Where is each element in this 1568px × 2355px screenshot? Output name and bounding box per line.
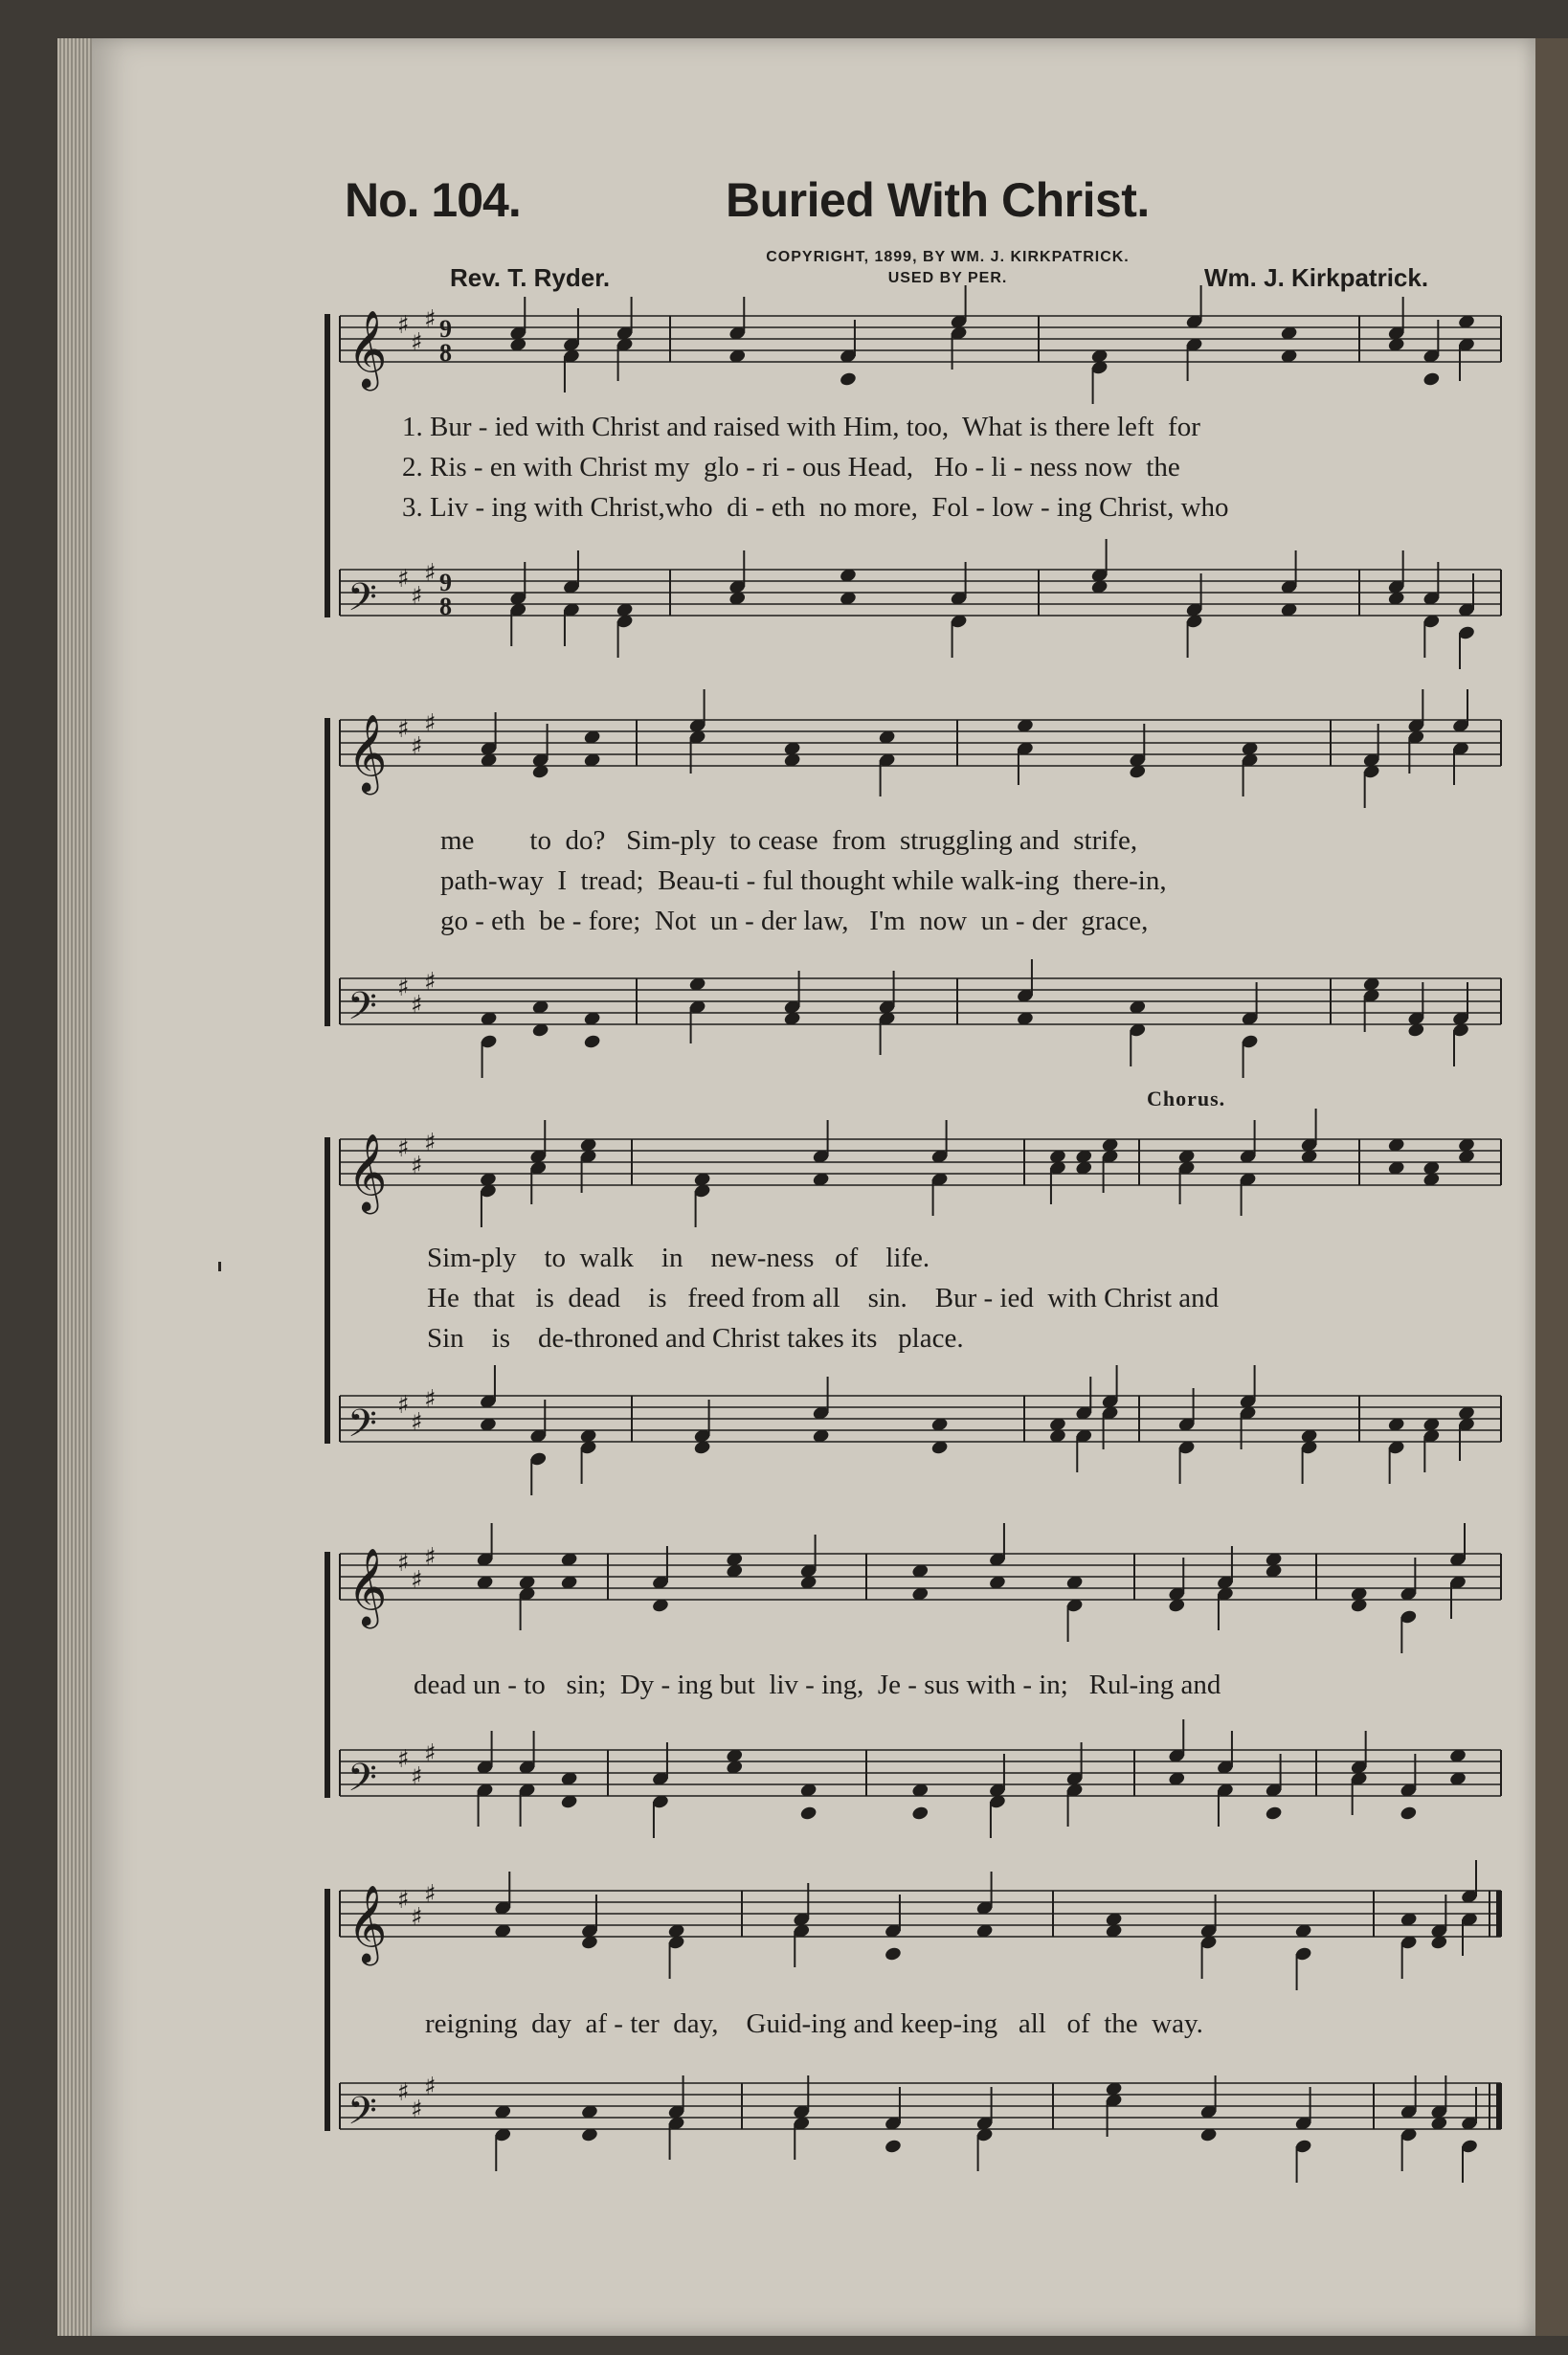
sharp-sign: ♯ (397, 1391, 410, 1420)
bass-clef: 𝄢 (347, 2089, 377, 2142)
lyric-line: 3. Liv - ing with Christ,who di - eth no more, Fol - low - ing Christ, who (402, 492, 1229, 523)
lyric-line: path-way I tread; Beau-ti - ful thought while walk-ing there-in, (440, 865, 1167, 896)
bass-clef: 𝄢 (347, 1756, 377, 1809)
treble-clef: 𝄞 (347, 713, 388, 792)
sharp-sign: ♯ (424, 1739, 437, 1768)
treble-clef: 𝄞 (347, 1884, 388, 1962)
treble-clef: 𝄞 (347, 309, 388, 388)
lyric-line: Sin is de-throned and Christ takes its place. (427, 1323, 964, 1354)
sharp-sign: ♯ (397, 1134, 410, 1163)
lyric-line: 2. Ris - en with Christ my glo - ri - ous Head, Ho - li - ness now the (402, 452, 1180, 482)
sharp-sign: ♯ (411, 1566, 423, 1595)
time-signature-bottom: 8 (439, 593, 452, 620)
lyricist-credit: Rev. T. Ryder. (450, 263, 611, 292)
treble-clef: 𝄞 (347, 1547, 388, 1626)
sharp-sign: ♯ (397, 974, 410, 1002)
sharp-sign: ♯ (424, 1543, 437, 1572)
lyric-line: go - eth be - fore; Not un - der law, I'm now un - der grace, (440, 906, 1149, 936)
sharp-sign: ♯ (424, 1880, 437, 1909)
lyric-line: dead un - to sin; Dy - ing but liv - ing, Je - sus with - in; Rul-ing and (414, 1670, 1221, 1700)
permission-line: USED BY PER. (887, 270, 1008, 286)
time-signature-top: 9 (439, 569, 452, 596)
note-head (1265, 1806, 1283, 1822)
bass-clef: 𝄢 (347, 984, 377, 1038)
sharp-sign: ♯ (411, 732, 423, 761)
sharp-sign: ♯ (411, 1408, 423, 1437)
sharp-sign: ♯ (397, 2078, 410, 2107)
note-head (911, 1806, 930, 1822)
hymn-title: Buried With Christ. (726, 173, 1150, 227)
sharp-sign: ♯ (397, 715, 410, 744)
sharp-sign: ♯ (424, 968, 437, 997)
sharp-sign: ♯ (397, 1886, 410, 1915)
sharp-sign: ♯ (411, 1152, 423, 1180)
note-head (583, 1034, 601, 1050)
time-signature-bottom: 8 (439, 339, 452, 367)
composer-credit: Wm. J. Kirkpatrick. (1204, 263, 1429, 292)
note-head (839, 371, 857, 388)
copyright-line: COPYRIGHT, 1899, BY WM. J. KIRKPATRICK. (766, 249, 1130, 265)
bass-clef: 𝄢 (347, 575, 377, 629)
sharp-sign: ♯ (424, 2073, 437, 2101)
sharp-sign: ♯ (397, 311, 410, 340)
sharp-sign: ♯ (424, 305, 437, 334)
sharp-sign: ♯ (424, 1385, 437, 1414)
sharp-sign: ♯ (397, 565, 410, 594)
sharp-sign: ♯ (411, 328, 423, 357)
sharp-sign: ♯ (424, 559, 437, 588)
note-head (884, 1946, 902, 1962)
sharp-sign: ♯ (411, 582, 423, 611)
lyric-line: reigning day af - ter day, Guid-ing and keep-ing all of the way. (425, 2008, 1203, 2039)
note-head (1422, 371, 1441, 388)
sharp-sign: ♯ (411, 2096, 423, 2124)
lyric-line: Sim-ply to walk in new-ness of life. (427, 1243, 930, 1273)
sharp-sign: ♯ (411, 1903, 423, 1932)
hymn-number: No. 104. (345, 173, 521, 227)
treble-clef: 𝄞 (347, 1133, 388, 1211)
sharp-sign: ♯ (397, 1549, 410, 1578)
chorus-label: Chorus. (1147, 1087, 1226, 1110)
note-head (884, 2139, 902, 2155)
lyric-line: me to do? Sim-ply to cease from struggling and strife, (440, 825, 1138, 856)
sharp-sign: ♯ (397, 1745, 410, 1774)
bass-clef: 𝄢 (347, 1402, 377, 1455)
note-head (1400, 1806, 1418, 1822)
lyric-line: 1. Bur - ied with Christ and raised with Him, too, What is there left for (402, 412, 1200, 442)
sharp-sign: ♯ (411, 1762, 423, 1791)
note-head (799, 1806, 818, 1822)
sharp-sign: ♯ (424, 1129, 437, 1157)
time-signature-top: 9 (439, 315, 452, 343)
sharp-sign: ♯ (411, 991, 423, 1020)
lyric-line: He that is dead is freed from all sin. Bur - ied with Christ and (427, 1283, 1220, 1313)
sharp-sign: ♯ (424, 709, 437, 738)
